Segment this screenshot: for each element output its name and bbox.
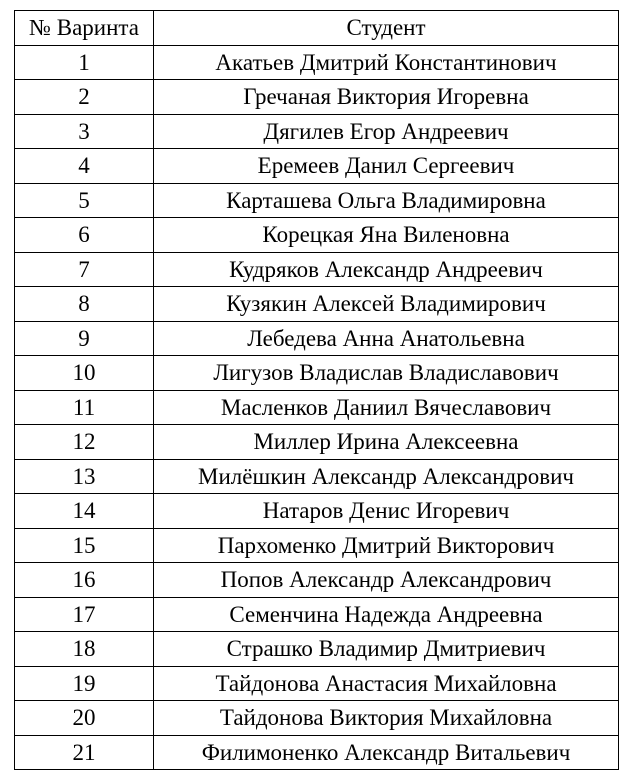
header-variant-number: № Варинта bbox=[15, 11, 154, 46]
student-name-cell: Милёшкин Александр Александрович bbox=[154, 459, 619, 494]
table-row bbox=[15, 701, 619, 736]
table-row bbox=[15, 632, 619, 667]
table-row bbox=[15, 459, 619, 494]
student-name-cell: Филимоненко Александр Витальевич bbox=[154, 735, 619, 770]
variant-number-cell: 10 bbox=[15, 356, 154, 391]
table-row bbox=[15, 528, 619, 563]
variant-number-cell: 15 bbox=[15, 528, 154, 563]
variant-number-cell: 20 bbox=[15, 701, 154, 736]
student-name-cell: Тайдонова Анастасия Михайловна bbox=[154, 666, 619, 701]
table-row bbox=[15, 666, 619, 701]
student-name-cell: Попов Александр Александрович bbox=[154, 563, 619, 598]
student-name-cell: Семенчина Надежда Андреевна bbox=[154, 597, 619, 632]
table-row bbox=[15, 735, 619, 770]
table-row bbox=[15, 494, 619, 529]
table-row bbox=[15, 356, 619, 391]
variant-number-cell: 13 bbox=[15, 459, 154, 494]
student-name-cell: Масленков Даниил Вячеславович bbox=[154, 390, 619, 425]
student-name-cell: Дягилев Егор Андреевич bbox=[154, 114, 619, 149]
student-name-cell: Еремеев Данил Сергеевич bbox=[154, 149, 619, 184]
variant-number-cell: 11 bbox=[15, 390, 154, 425]
variant-number-cell: 5 bbox=[15, 183, 154, 218]
table-row bbox=[15, 390, 619, 425]
variant-number-cell: 7 bbox=[15, 252, 154, 287]
table-row bbox=[15, 321, 619, 356]
student-name-cell: Гречаная Виктория Игоревна bbox=[154, 80, 619, 115]
variant-number-cell: 17 bbox=[15, 597, 154, 632]
student-name-cell: Кудряков Александр Андреевич bbox=[154, 252, 619, 287]
header-row bbox=[15, 11, 619, 46]
table-row bbox=[15, 597, 619, 632]
table-row bbox=[15, 149, 619, 184]
table-row bbox=[15, 80, 619, 115]
student-name-cell: Корецкая Яна Виленовна bbox=[154, 218, 619, 253]
header-student: Студент bbox=[154, 11, 619, 46]
variant-number-cell: 14 bbox=[15, 494, 154, 529]
variant-number-cell: 4 bbox=[15, 149, 154, 184]
variant-number-cell: 6 bbox=[15, 218, 154, 253]
variant-number-cell: 16 bbox=[15, 563, 154, 598]
variant-number-cell: 21 bbox=[15, 735, 154, 770]
variant-number-cell: 8 bbox=[15, 287, 154, 322]
variant-number-cell: 9 bbox=[15, 321, 154, 356]
student-name-cell: Пархоменко Дмитрий Викторович bbox=[154, 528, 619, 563]
student-name-cell: Лигузов Владислав Владиславович bbox=[154, 356, 619, 391]
variant-number-cell: 18 bbox=[15, 632, 154, 667]
table-row bbox=[15, 563, 619, 598]
table-row bbox=[15, 45, 619, 80]
student-name-cell: Лебедева Анна Анатольевна bbox=[154, 321, 619, 356]
variant-number-cell: 2 bbox=[15, 80, 154, 115]
student-name-cell: Тайдонова Виктория Михайловна bbox=[154, 701, 619, 736]
student-name-cell: Кузякин Алексей Владимирович bbox=[154, 287, 619, 322]
table-row bbox=[15, 252, 619, 287]
student-name-cell: Карташева Ольга Владимировна bbox=[154, 183, 619, 218]
table-row bbox=[15, 183, 619, 218]
students-table bbox=[14, 10, 619, 770]
table-row bbox=[15, 287, 619, 322]
student-name-cell: Натаров Денис Игоревич bbox=[154, 494, 619, 529]
table-row bbox=[15, 425, 619, 460]
variant-number-cell: 1 bbox=[15, 45, 154, 80]
variant-number-cell: 3 bbox=[15, 114, 154, 149]
table-row bbox=[15, 114, 619, 149]
student-name-cell: Миллер Ирина Алексеевна bbox=[154, 425, 619, 460]
student-name-cell: Акатьев Дмитрий Константинович bbox=[154, 45, 619, 80]
student-name-cell: Страшко Владимир Дмитриевич bbox=[154, 632, 619, 667]
variant-number-cell: 19 bbox=[15, 666, 154, 701]
table-row bbox=[15, 218, 619, 253]
variant-number-cell: 12 bbox=[15, 425, 154, 460]
